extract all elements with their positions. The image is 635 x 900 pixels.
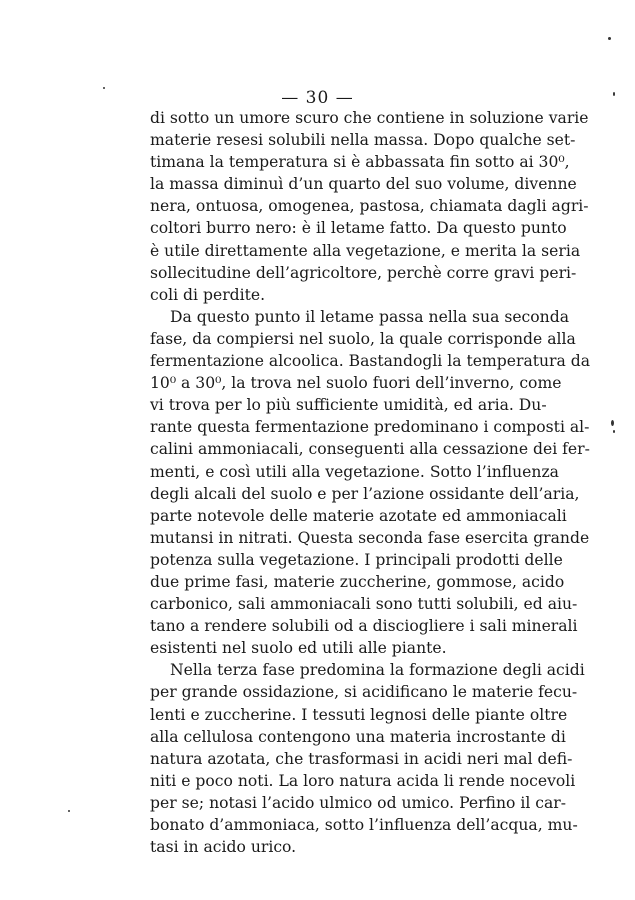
text-line: alla cellulosa contengono una materia incrostante di bbox=[150, 727, 566, 746]
text-line: vi trova per lo più sufficiente umidità, ed aria. Du- bbox=[150, 396, 547, 415]
text-line: fase, da compiersi nel suolo, la quale corrisponde alla bbox=[150, 329, 576, 348]
text-line: Nella terza fase predomina la formazione degli acidi bbox=[170, 661, 585, 680]
text-line: nera, ontuosa, omogenea, pastosa, chiamata dagli agri- bbox=[150, 197, 589, 216]
text-line: niti e poco noti. La loro natura acida li rende nocevoli bbox=[150, 771, 576, 790]
text-line: tano a rendere solubili od a disciogliere i sali minerali bbox=[150, 617, 578, 636]
text-line: fermentazione alcoolica. Bastandogli la temperatura da bbox=[150, 352, 591, 371]
text-line: natura azotata, che trasformasi in acidi neri mal defi- bbox=[150, 749, 573, 768]
text-line: calini ammoniacali, conseguenti alla cessazione dei fer- bbox=[150, 440, 590, 459]
ink-speck bbox=[608, 37, 611, 40]
text-line: mutansi in nitrati. Questa seconda fase esercita grande bbox=[150, 528, 590, 547]
text-line: menti, e così utili alla vegetazione. Sotto l’influenza bbox=[150, 462, 559, 481]
text-line: carbonico, sali ammoniacali sono tutti solubili, ed aiu- bbox=[150, 595, 578, 614]
text-line: lenti e zuccherine. I tessuti legnosi delle piante oltre bbox=[150, 705, 568, 724]
paragraph-1 bbox=[150, 107, 589, 306]
text-line: esistenti nel suolo ed utili alle piante. bbox=[150, 639, 447, 658]
ink-speck bbox=[68, 810, 70, 812]
text-line: per grande ossidazione, si acidificano le materie fecu- bbox=[150, 683, 578, 702]
paragraph-3 bbox=[150, 659, 585, 858]
text-line: di sotto un umore scuro che contiene in soluzione varie bbox=[150, 109, 589, 127]
text-line: degli alcali del suolo e per l’azione ossidante dell’aria, bbox=[150, 484, 580, 503]
body-text bbox=[150, 107, 591, 858]
text-line: coli di perdite. bbox=[150, 285, 266, 304]
text-line: Da questo punto il letame passa nella sua seconda bbox=[170, 307, 569, 326]
ink-speck bbox=[613, 92, 615, 96]
text-line: è utile direttamente alla vegetazione, e merita la seria bbox=[150, 241, 581, 260]
paragraph-2 bbox=[150, 306, 591, 660]
text-line: potenza sulla vegetazione. I principali prodotti delle bbox=[150, 550, 563, 569]
text-line: per se; notasi l’acido ulmico od umico. Perfino il car- bbox=[150, 793, 567, 812]
text-line: coltori burro nero: è il letame fatto. Da questo punto bbox=[150, 219, 567, 238]
text-line: tasi in acido urico. bbox=[150, 838, 297, 857]
text-line: materie resesi solubili nella massa. Dopo qualche set- bbox=[150, 131, 576, 150]
text-line: bonato d’ammoniaca, sotto l’influenza dell’acqua, mu- bbox=[150, 816, 578, 834]
text-line: due prime fasi, materie zuccherine, gommose, acido bbox=[150, 572, 565, 591]
text-line: la massa diminuì d’un quarto del suo volume, divenne bbox=[150, 175, 577, 194]
ink-speck bbox=[103, 87, 105, 89]
text-line: parte notevole delle materie azotate ed ammoniacali bbox=[150, 506, 567, 525]
ink-speck bbox=[613, 430, 615, 433]
ink-speck bbox=[611, 420, 614, 426]
text-line: timana la temperatura si è abbassata fin sotto ai 30⁰, bbox=[150, 153, 570, 172]
text-line: sollecitudine dell’agricoltore, perchè corre gravi peri- bbox=[150, 263, 577, 282]
page-number: — 30 — bbox=[281, 88, 354, 108]
text-line: rante questa fermentazione predominano i composti al- bbox=[150, 418, 590, 437]
text-line: 10⁰ a 30⁰, la trova nel suolo fuori dell’inverno, come bbox=[150, 374, 562, 393]
